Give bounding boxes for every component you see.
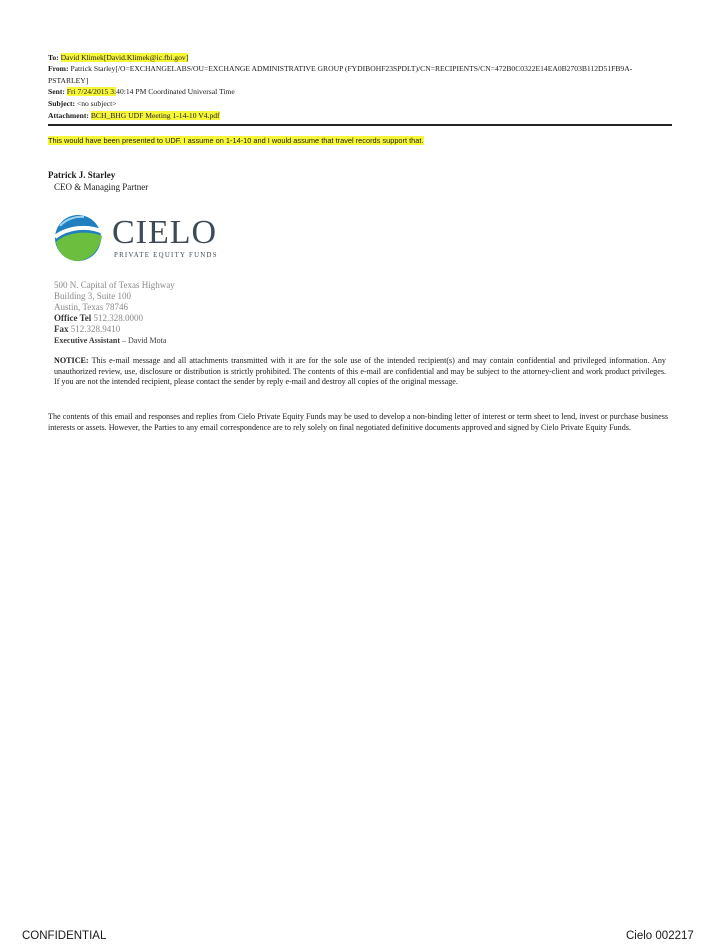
to-value: David Klimek[David.Klimek@ic.fbi.gov] xyxy=(60,53,189,62)
from-value-cont: PSTARLEY] xyxy=(48,76,89,85)
address-line-2: Building 3, Suite 100 xyxy=(54,291,132,301)
signature-name: Patrick J. Starley xyxy=(48,170,116,180)
executive-assistant xyxy=(54,336,166,345)
contents-disclaimer: The contents of this email and responses and replies from Cielo Private Equity Funds may be used to develop a non-binding letter of interest or term sheet to lend, invest or purchase business interests or assets. However, the Parties to any email correspondence are to rely solely on final negotiated definitive documents approved and signed by Cielo Private Equity Funds. xyxy=(48,412,668,432)
attachment-row xyxy=(48,110,678,122)
fax-value: 512.328.9410 xyxy=(70,324,121,334)
from-value: Patrick Starley[/O=EXCHANGELABS/OU=EXCHANGE ADMINISTRATIVE GROUP (FYDIBOHF23SPDLT)/CN=RECIPIENTS/CN=472B0C0322E14EA0B2703B112D51FB9A- xyxy=(70,64,633,73)
address-line-1: 500 N. Capital of Texas Highway xyxy=(54,280,175,290)
header-divider xyxy=(48,124,672,126)
fax-number xyxy=(54,324,120,334)
sent-value-rest: 40:14 PM Coordinated Universal Time xyxy=(116,87,235,96)
notice-text: This e-mail message and all attachments transmitted with it are for the sole use of the intended recipient(s) and may contain confidential and privileged information. Any unauthorized review, use, disclosure or distribution is strictly prohibited. The contents of this e-mail are confidential and may be subject to the attorney-client and work product privileges. If you are not the intended recipient, please contact the sender by reply e-mail and destroy all copies of the original message. xyxy=(54,356,666,386)
email-body xyxy=(48,136,424,145)
subject-row xyxy=(48,98,678,110)
logo-subtitle: PRIVATE EQUITY FUNDS xyxy=(114,252,218,259)
from-label: From: xyxy=(48,64,69,73)
to-label: To: xyxy=(48,53,59,62)
signature-title: CEO & Managing Partner xyxy=(54,182,149,192)
attachment-label: Attachment: xyxy=(48,111,89,120)
logo-wordmark: CIELO xyxy=(112,214,218,251)
notice-label: NOTICE: xyxy=(54,356,89,365)
cielo-globe-icon xyxy=(52,212,106,264)
sent-label: Sent: xyxy=(48,87,65,96)
sent-value-highlight: Fri 7/24/2015 3: xyxy=(66,87,117,96)
subject-value: <no subject> xyxy=(76,99,117,108)
assistant-value: – David Mota xyxy=(122,336,167,345)
address-line-3: Austin, Texas 78746 xyxy=(54,302,128,312)
attachment-link[interactable]: BCH_BHG UDF Meeting 1-14-10 V4.pdf xyxy=(90,111,220,120)
office-value: 512.328.0000 xyxy=(93,313,143,323)
sent-row xyxy=(48,86,678,98)
confidentiality-notice xyxy=(54,356,666,388)
email-body-text: This would have been presented to UDF. I assume on 1-14-10 and I would assume that travel records support that. xyxy=(48,136,424,145)
fax-label: Fax xyxy=(54,324,69,334)
cielo-logo xyxy=(52,212,222,264)
office-label: Office Tel xyxy=(54,313,92,323)
assistant-label: Executive Assistant xyxy=(54,336,120,345)
from-row xyxy=(48,63,678,87)
subject-label: Subject: xyxy=(48,99,75,108)
footer-bates-number: Cielo 002217 xyxy=(626,930,694,942)
footer-confidential: CONFIDENTIAL xyxy=(22,930,107,942)
office-phone xyxy=(54,313,143,323)
